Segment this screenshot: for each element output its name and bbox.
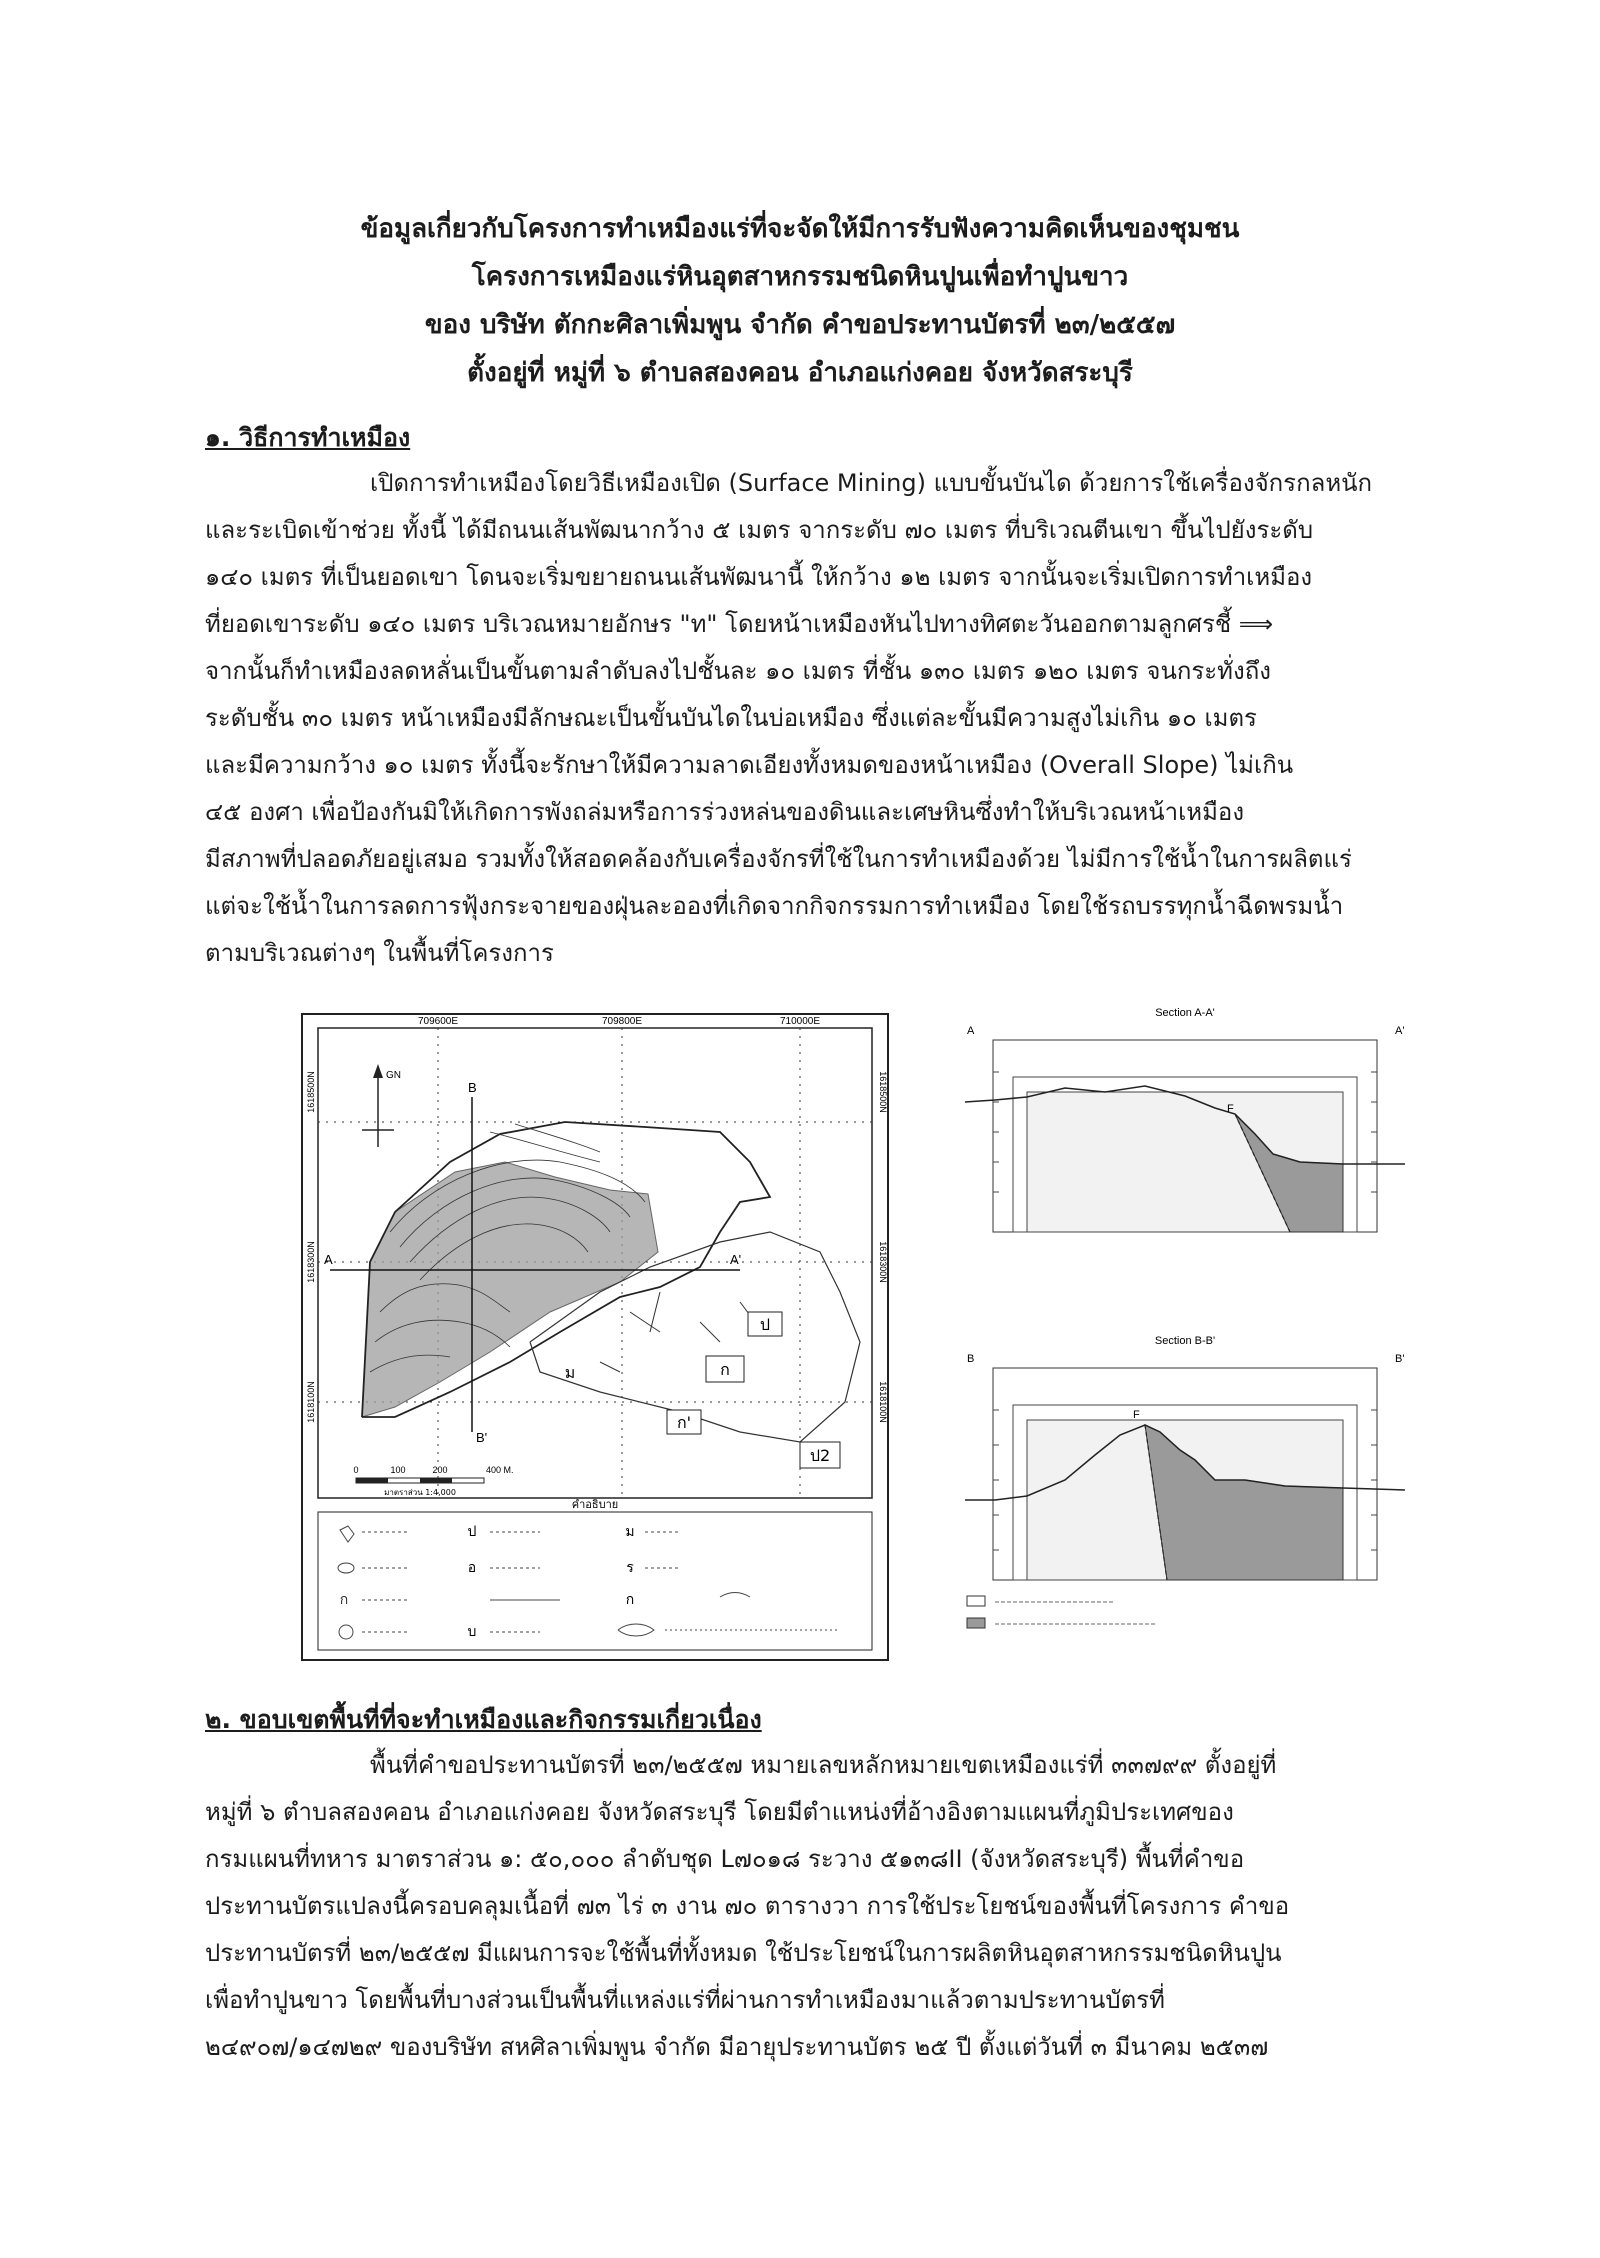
fault-label: F (1227, 1103, 1234, 1115)
map-coord-top: 709800E (601, 1016, 643, 1027)
document-title (0, 205, 1600, 397)
paragraph-line: ประทานบัตรแปลงนี้ครอบคลุมเนื้อที่ ๗๓ ไร่ ๓ งาน ๗๐ ตารางวา การใช้ประโยชน์ของพื้นที่โครงการ คำขอ (205, 1892, 1290, 1920)
fault-label: F (1133, 1409, 1140, 1421)
legend-symbol: อ (467, 1560, 477, 1576)
map-coord-side: 1618500N (306, 1071, 316, 1113)
section-end-label: A' (1395, 1025, 1405, 1037)
title-line: ข้อมูลเกี่ยวกับโครงการทำเหมืองแร่ที่จะจัดให้มีการรับฟังความคิดเห็นของชุมชน (360, 214, 1240, 244)
zone-label: ม (564, 1363, 576, 1382)
section-a-profile (955, 1002, 1415, 1242)
paragraph-line: ๑๔๐ เมตร ที่เป็นยอดเขา โดนจะเริ่มขยายถนนเส้นพัฒนานี้ ให้กว้าง ๑๒ เมตร จากนั้นจะเริ่มเปิดการทำเหมือง (205, 563, 1313, 591)
zone-label: ป (759, 1315, 771, 1334)
section-line-label: A (324, 1252, 333, 1267)
north-label: GN (386, 1070, 401, 1081)
title-line: โครงการเหมืองแร่หินอุตสาหกรรมชนิดหินปูนเพื่อทำปูนขาว (471, 262, 1129, 292)
legend-symbol: ร (626, 1560, 634, 1576)
zone-label: ก (720, 1360, 730, 1379)
paragraph-line: แต่จะใช้น้ำในการลดการฟุ้งกระจายของฝุ่นละอองที่เกิดจากกิจกรรมการทำเหมือง โดยใช้รถบรรทุกน้ำฉีดพรมน้ำ (205, 892, 1344, 920)
zone-label: ป2 (809, 1446, 831, 1465)
scale-tick: 100 (390, 1465, 406, 1475)
title-line: ตั้งอยู่ที่ หมู่ที่ ๖ ตำบลสองคอน อำเภอแก่งคอย จังหวัดสระบุรี (467, 358, 1133, 388)
map-coord-side: 1618300N (306, 1241, 316, 1283)
legend-symbol: ม (625, 1524, 635, 1540)
mine-plan-map (300, 1012, 890, 1662)
paragraph-line: พื้นที่คำขอประทานบัตรที่ ๒๓/๒๕๕๗ หมายเลขหลักหมายเขตเหมืองแร่ที่ ๓๓๗๙๙ ตั้งอยู่ที่ (370, 1751, 1277, 1779)
section-end-label: B (967, 1353, 975, 1365)
map-coord-side: 1618100N (306, 1381, 316, 1423)
legend-symbol: ป (467, 1524, 477, 1540)
paragraph-line: ๔๕ องศา เพื่อป้องกันมิให้เกิดการพังถล่มหรือการร่วงหล่นของดินและเศษหินซึ่งทำให้บริเวณหน้าเหมือง (205, 798, 1245, 826)
map-coord-side: 1618300N (878, 1241, 888, 1283)
paragraph-line: มีสภาพที่ปลอดภัยอยู่เสมอ รวมทั้งให้สอดคล้องกับเครื่องจักรที่ใช้ในการทำเหมืองด้วย ไม่มีการใช้น้ำในการผลิตแร่ (205, 845, 1352, 873)
map-coord-top: 709600E (417, 1016, 459, 1027)
scale-caption: มาตราส่วน 1:4,000 (384, 1488, 456, 1497)
section-line-label: A' (730, 1252, 742, 1267)
section-2-paragraph (205, 1742, 1445, 2071)
map-coord-top: 710000E (779, 1016, 821, 1027)
section-line-label: B' (476, 1430, 488, 1445)
paragraph-line: หมู่ที่ ๖ ตำบลสองคอน อำเภอแก่งคอย จังหวัดสระบุรี โดยมีตำแหน่งที่อ้างอิงตามแผนที่ภูมิประเทศของ (205, 1798, 1234, 1826)
title-line: ของ บริษัท ตักกะศิลาเพิ่มพูน จำกัด คำขอประทานบัตรที่ ๒๓/๒๕๕๗ (424, 310, 1176, 340)
paragraph-line: กรมแผนที่ทหาร มาตราส่วน ๑: ๕๐,๐๐๐ ลำดับชุด L๗๐๑๘ ระวาง ๕๑๓๘II (จังหวัดสระบุรี) พื้นที่คำขอ (205, 1845, 1245, 1873)
scale-tick: 200 (432, 1465, 448, 1475)
section-end-label: B' (1395, 1353, 1405, 1365)
map-coord-side: 1618100N (878, 1381, 888, 1423)
paragraph-line: จากนั้นก็ทำเหมืองลดหลั่นเป็นขั้นตามลำดับลงไปชั้นละ ๑๐ เมตร ที่ชั้น ๑๓๐ เมตร ๑๒๐ เมตร จนกระทั่งถึง (205, 657, 1271, 685)
legend-title: คำอธิบาย (571, 1498, 619, 1511)
section-line-label: B (468, 1080, 477, 1095)
legend-symbol: ก (625, 1592, 635, 1608)
scale-tick: 0 (353, 1465, 359, 1475)
map-coord-side: 1618500N (878, 1071, 888, 1113)
paragraph-line: เปิดการทำเหมืองโดยวิธีเหมืองเปิด (Surface Mining) แบบขั้นบันได ด้วยการใช้เครื่องจักรกลหนัก (370, 469, 1373, 497)
section-end-label: A (967, 1025, 975, 1037)
paragraph-line: ๒๔๙๐๗/๑๔๗๒๙ ของบริษัท สหศิลาเพิ่มพูน จำกัด มีอายุประทานบัตร ๒๕ ปี ตั้งแต่วันที่ ๓ มีนาคม ๒๕๓๗ (205, 2033, 1269, 2061)
legend-symbol: บ (467, 1624, 477, 1640)
paragraph-line: ประทานบัตรที่ ๒๓/๒๕๕๗ มีแผนการจะใช้พื้นที่ทั้งหมด ใช้ประโยชน์ในการผลิตหินอุตสาหกรรมชนิดหินปูน (205, 1939, 1282, 1967)
zone-label: ก' (676, 1413, 692, 1432)
section-2-heading: ๒. ขอบเขตพื้นที่ที่จะทำเหมืองและกิจกรรมเกี่ยวเนื่อง (205, 1705, 762, 1734)
paragraph-line: เพื่อทำปูนขาว โดยพื้นที่บางส่วนเป็นพื้นที่แหล่งแร่ที่ผ่านการทำเหมืองมาแล้วตามประทานบัตรที่ (205, 1986, 1165, 2014)
section-b-profile (955, 1330, 1415, 1590)
section-1-heading: ๑. วิธีการทำเหมือง (205, 423, 411, 452)
section-title: Section A-A' (1155, 1007, 1215, 1019)
scale-tick: 400 M. (486, 1465, 514, 1475)
paragraph-line: ที่ยอดเขาระดับ ๑๔๐ เมตร บริเวณหมายอักษร "ท" โดยหน้าเหมืองหันไปทางทิศตะวันออกตามลูกศรชี้ ⟹ (205, 610, 1274, 638)
paragraph-line: และระเบิดเข้าช่วย ทั้งนี้ ได้มีถนนเส้นพัฒนากว้าง ๕ เมตร จากระดับ ๗๐ เมตร ที่บริเวณตีนเขา ขึ้นไปยังระดับ (205, 516, 1314, 544)
section-legend (965, 1592, 1265, 1637)
section-1-paragraph (205, 460, 1445, 977)
section-title: Section B-B' (1154, 1335, 1216, 1347)
svg-text:ก: ก (339, 1592, 349, 1608)
paragraph-line: ตามบริเวณต่างๆ ในพื้นที่โครงการ (205, 939, 554, 967)
paragraph-line: และมีความกว้าง ๑๐ เมตร ทั้งนี้จะรักษาให้มีความลาดเอียงทั้งหมดของหน้าเหมือง (Overall Slope) ไม่เกิน (205, 751, 1294, 779)
paragraph-line: ระดับชั้น ๓๐ เมตร หน้าเหมืองมีลักษณะเป็นขั้นบันไดในบ่อเหมือง ซึ่งแต่ละขั้นมีความสูงไม่เกิน ๑๐ เมตร (205, 704, 1257, 732)
